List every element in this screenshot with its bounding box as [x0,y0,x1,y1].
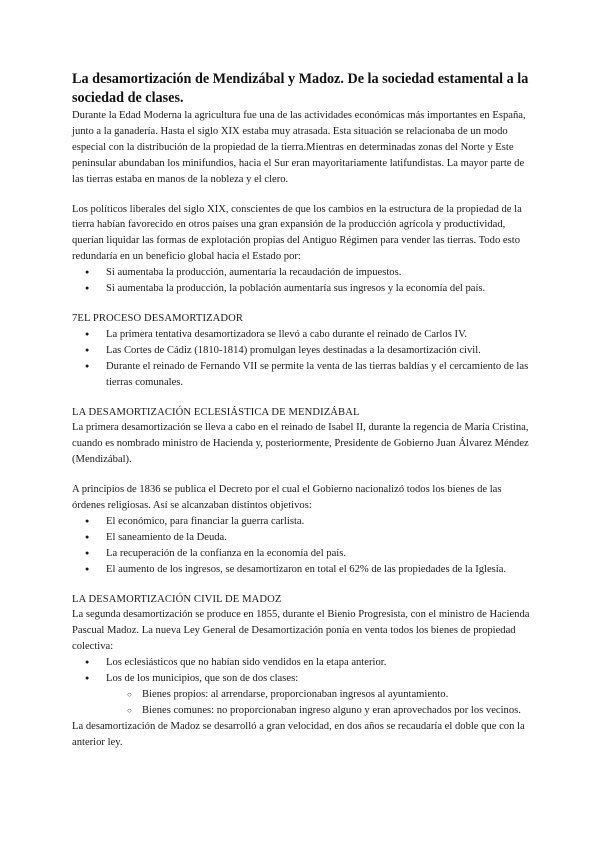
list-item: ● Los de los municipios, que son de dos clases: [72,671,532,687]
section-heading-mendizabal: LA DESAMORTIZACIÓN ECLESIÁSTICA DE MENDIZÁBAL [72,406,360,418]
mendizabal-paragraph-2: A principios de 1836 se publica el Decreto por el cual el Gobierno nacionalizó todos los bienes de las órdenes religiosas. Así se alcanzaban distintos objetivos: [72,484,502,512]
list-item: ● La recuperación de la confianza en la economía del país. [72,546,532,562]
list-item: ● Si aumentaba la producción, la población aumentaría sus ingresos y la economía del país. [72,281,532,297]
sub-list-item: ○ Bienes propios: al arrendarse, proporcionaban ingresos al ayuntamiento. [72,687,532,703]
mendizabal-list [72,514,532,578]
liberals-list [72,265,532,297]
list-item: ● El aumento de los ingresos, se desamortizaron en total el 62% de las propiedades de la Iglesia. [72,562,532,578]
document-page [72,70,532,751]
madoz-sublist [72,687,532,719]
list-item: ● Si aumentaba la producción, aumentaría la recaudación de impuestos. [72,265,532,281]
mendizabal-paragraph-1: La primera desamortización se lleva a cabo en el reinado de Isabel II, durante la regencia de María Cristina, cuando es nombrado ministro de Hacienda y, posteriormente, Presidente de Gobierno Juan Álvarez Méndez (Mendizábal). [72,422,529,466]
list-item: ● El saneamiento de la Deuda. [72,530,532,546]
madoz-paragraph: La segunda desamortización se produce en 1855, durante el Bienio Progresista, con el ministro de Hacienda Pascual Madoz. La nueva Ley General de Desamortización ponía en venta todos los bienes de propiedad colectiva: [72,609,530,653]
section-heading-madoz: LA DESAMORTIZACIÓN CIVIL DE MADOZ [72,593,282,605]
madoz-list [72,655,532,687]
list-item: ● El económico, para financiar la guerra carlista. [72,514,532,530]
madoz-closing-paragraph: La desamortización de Madoz se desarrolló a gran velocidad, en dos años se recaudaría el doble que con la anterior ley. [72,720,525,748]
list-item: ● La primera tentativa desamortizadora se llevó a cabo durante el reinado de Carlos IV. [72,327,532,343]
list-item: ● Los eclesiásticos que no habían sido vendidos en la etapa anterior. [72,655,532,671]
list-item: ● Las Cortes de Cádiz (1810-1814) promulgan leyes destinadas a la desamortización civil. [72,343,532,359]
section-heading-proceso: 7EL PROCESO DESAMORTIZADOR [72,312,244,324]
list-item: ● Durante el reinado de Fernando VII se permite la venta de las tierras baldías y el cercamiento de las tierras comunales. [72,359,532,391]
sub-list-item: ○ Bienes comunes: no proporcionaban ingreso alguno y eran aprovechados por los vecinos. [72,703,532,719]
document-title: La desamortización de Mendizábal y Madoz. De la sociedad estamental a la sociedad de clases. [72,71,529,106]
intro-paragraph: Durante la Edad Moderna la agricultura fue una de las actividades económicas más importantes en España, junto a la ganadería. Hasta el siglo XIX estaba muy atrasada. Esta situación se relacionaba de un modo especial con la distribución de la propiedad de la tierra.Mientras en determinadas zonas del Norte y Este peninsular abundaban los minifundios, hacia el Sur eran mayoritariamente latifundistas. La mayor parte de las tierras estaba en manos de la nobleza y el clero. [72,110,526,185]
liberals-paragraph: Los políticos liberales del siglo XIX, conscientes de que los cambios en la estructura de la propiedad de la tierra habían favorecido en otros países una gran expansión de la producción agrícola y productividad, querían liquidar las formas de explotación propias del Antiguo Régimen para vender las tierras. Todo esto redundaría en un beneficio global hacia el Estado por: [72,203,522,263]
proceso-list [72,327,532,391]
